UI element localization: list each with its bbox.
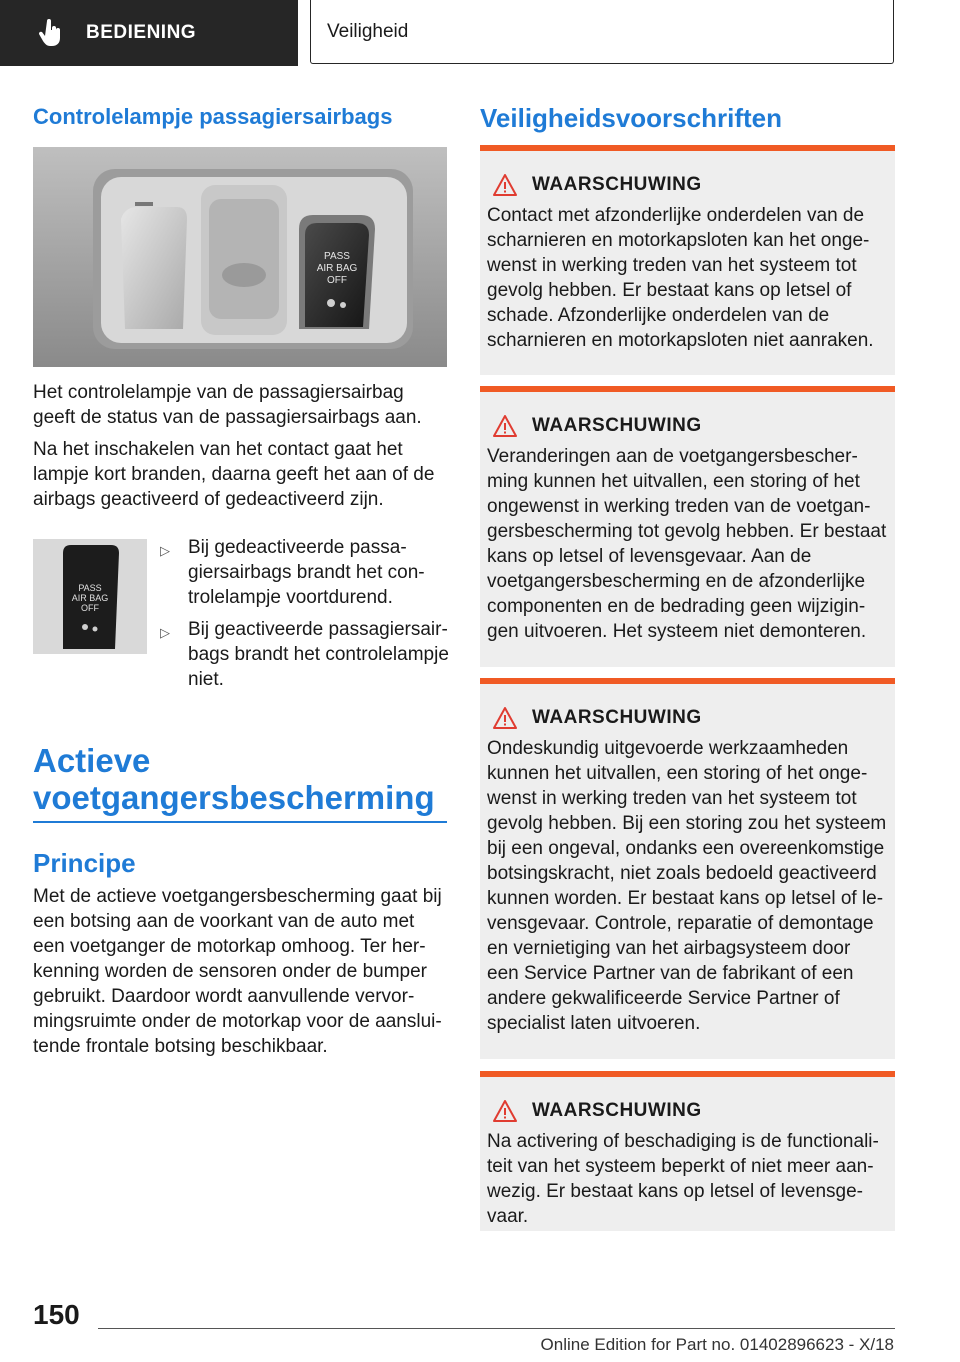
heading-actieve-voetgangersbescherming: Actieve voetgangersbescherming bbox=[33, 742, 435, 816]
warning-triangle-icon bbox=[492, 1099, 518, 1123]
bullet-triangle-icon: ▷ bbox=[160, 543, 170, 558]
bullet-text-activated: Bij geactiveerde passagiersairbags brandt het controlelampje niet. bbox=[188, 619, 449, 690]
heading-controlelampje: Controlelampje passagiersairbags bbox=[33, 104, 393, 129]
warning-triangle-icon bbox=[492, 706, 518, 730]
warning-text: Na activering of beschadiging is de functionaliteit van het systeem beperkt of niet meer aanwezig. Er bestaat kans op letsel of levensgevaar. bbox=[487, 1131, 879, 1227]
bullet-text-deactivated: Bij gedeactiveerde passagiersairbags brandt het controlelampje voortdurend. bbox=[188, 537, 425, 608]
airbag-switch-photo bbox=[33, 147, 447, 367]
hand-pointer-icon bbox=[36, 18, 66, 48]
warning-box-1 bbox=[480, 145, 895, 375]
chapter-box bbox=[310, 0, 894, 64]
paragraph-status: Het controlelampje van de passagiersairbag geeft de status van de passagiersairbags aan. bbox=[33, 382, 422, 428]
page-number: 150 bbox=[33, 1299, 80, 1330]
warning-text: Contact met afzonderlijke onderdelen van de scharnieren en motorkapsloten kan het ongewenst in werking treden van het systeem tot gevolg hebben. Er bestaat kans op letsel of schade. Afzonderlijke onderdelen van de scharnieren en motorkapsloten niet aanraken. bbox=[487, 205, 874, 351]
photo-pass-text: PASS bbox=[324, 251, 350, 262]
warning-title: WAARSCHUWING bbox=[532, 415, 702, 436]
paragraph-inschakelen: Na het inschakelen van het contact gaat het lampje kort branden, daarna geeft het aan of de airbags geactiveerd of gedeactiveerd zijn. bbox=[33, 439, 435, 510]
section-divider bbox=[33, 821, 447, 823]
chapter-label: Veiligheid bbox=[327, 20, 409, 42]
controlelampje-text bbox=[33, 380, 447, 512]
list-item bbox=[160, 617, 450, 692]
thumb-pass-text: PASS bbox=[78, 583, 102, 593]
heading-principe: Principe bbox=[33, 848, 136, 878]
warning-box-2 bbox=[480, 386, 895, 667]
warning-text: Veranderingen aan de voetgangersbescherming kunnen het uitvallen, een storing of het ongewenst in werking treden van de voetgangersbescherming tot gevolg hebben. Er bestaat kans op letsel of levensgevaar. Aan de voetgangersbescherming en de afzonderlijke componenten en de bedrading geen wijzigingen uitvoeren. Het systeem niet demonteren. bbox=[487, 446, 887, 642]
heading-veiligheidsvoorschriften: Veiligheidsvoorschriften bbox=[480, 103, 782, 133]
warning-triangle-icon bbox=[492, 173, 518, 197]
thumb-airbag-text: AIR BAG bbox=[71, 593, 109, 603]
warning-text: Ondeskundig uitgevoerde werkzaamheden kunnen het uitvallen, een storing of het ongewenst in werking treden van het systeem tot gevolg hebben. Bij een storing zou het systeem bij een ongeval, ondanks een overeenkomstige botsingskracht, niet zoals bedoeld geactiveerd kunnen worden. Er bestaat kans op letsel of levensgevaar. Controle, reparatie of demontage en vernietiging van het airbagsysteem door een Service Partner van de fabrikant of een andere gekwalificeerde Service Partner of specialist laten uitvoeren. bbox=[487, 738, 887, 1034]
list-item bbox=[160, 535, 450, 610]
section-label: BEDIENING bbox=[86, 22, 197, 43]
warning-title: WAARSCHUWING bbox=[532, 174, 702, 195]
warning-box-4 bbox=[480, 1071, 895, 1231]
warning-triangle-icon bbox=[492, 414, 518, 438]
photo-airbag-text: AIR BAG bbox=[316, 263, 358, 274]
warning-box-3 bbox=[480, 678, 895, 1059]
photo-off-text: OFF bbox=[327, 275, 347, 286]
principe-text: Met de actieve voetgangersbescherming gaat bij een botsing aan de voorkant van de auto met een voetganger de motorkap omhoog. Ter herkenning worden de sensoren onder de bumper gebruikt. Daardoor wordt aanvullende vervormingsruimte onder de motorkap voor de aansluitende frontale botsing beschikbaar. bbox=[33, 886, 442, 1057]
warning-title: WAARSCHUWING bbox=[532, 1100, 702, 1121]
status-bullet-list bbox=[160, 535, 450, 699]
section-tab bbox=[0, 0, 298, 66]
footer-edition: Online Edition for Part no. 01402896623 - X/18 bbox=[540, 1335, 894, 1354]
indicator-lamp-image bbox=[33, 539, 147, 654]
bullet-triangle-icon: ▷ bbox=[160, 625, 170, 640]
warning-title: WAARSCHUWING bbox=[532, 707, 702, 728]
footer-divider bbox=[98, 1328, 895, 1329]
thumb-off-text: OFF bbox=[81, 603, 99, 613]
